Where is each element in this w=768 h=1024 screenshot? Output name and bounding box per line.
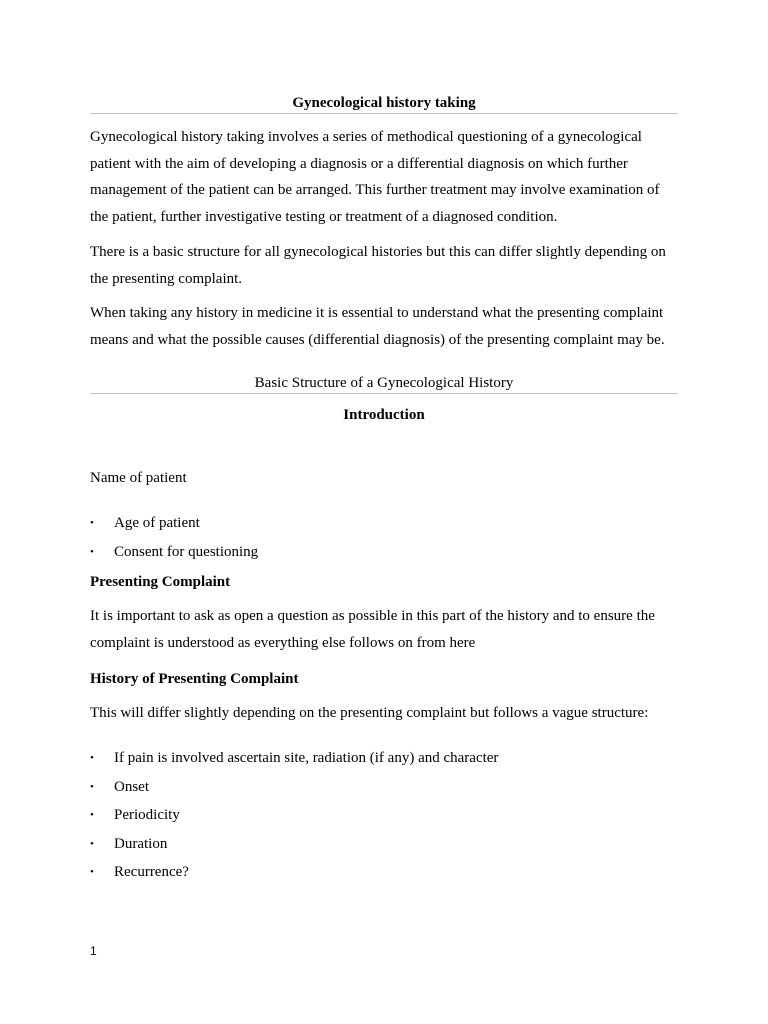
intro-paragraph-2: There is a basic structure for all gynecological histories but this can differ slightly depending on the presenting complaint. (90, 244, 666, 287)
hpc-bullet-list (90, 749, 498, 892)
history-of-presenting-complaint-text: This will differ slightly depending on the presenting complaint but follows a vague structure: (90, 705, 649, 721)
introduction-bullet-list (90, 514, 258, 571)
list-item (90, 543, 258, 572)
name-of-patient-line: Name of patient (90, 470, 187, 486)
list-item-text: Onset (114, 778, 149, 795)
introduction-heading: Introduction (343, 407, 425, 423)
intro-paragraph-1: Gynecological history taking involves a series of methodical questioning of a gynecological patient with the aim of developing a diagnosis or a differential diagnosis on which further management of the patient can be arranged. This further treatment may involve examination of the patient, further investigative testing or treatment of a diagnosed condition. (90, 129, 660, 225)
list-item-text: Periodicity (114, 807, 180, 823)
bullet-icon: • (90, 837, 94, 850)
presenting-complaint-heading: Presenting Complaint (90, 574, 231, 590)
bullet-icon: • (90, 545, 94, 558)
list-item (90, 835, 498, 864)
bullet-icon: • (90, 866, 94, 878)
list-item (90, 749, 498, 778)
document-title: Gynecological history taking (90, 94, 678, 114)
list-item (90, 778, 498, 807)
presenting-complaint-text: It is important to ask as open a question as possible in this part of the history and to ensure the complaint is understood as everything else follows on from here (90, 608, 655, 651)
list-item (90, 863, 498, 892)
bullet-icon: • (90, 752, 94, 764)
bullet-icon: • (90, 517, 94, 529)
list-item-text: Consent for questioning (114, 543, 259, 560)
list-item-text: If pain is involved ascertain site, radiation (if any) and character (114, 750, 499, 766)
list-item-text: Recurrence? (114, 864, 189, 880)
bullet-icon: • (90, 809, 94, 821)
list-item (90, 806, 498, 835)
list-item-text: Age of patient (114, 515, 200, 531)
bullet-icon: • (90, 780, 94, 793)
list-item-text: Duration (114, 835, 168, 852)
structure-heading: Basic Structure of a Gynecological History (90, 374, 678, 394)
list-item (90, 514, 258, 543)
history-of-presenting-complaint-heading: History of Presenting Complaint (90, 671, 299, 687)
page-number: 1 (90, 944, 97, 958)
intro-paragraph-3: When taking any history in medicine it is essential to understand what the presenting complaint means and what the possible causes (differential diagnosis) of the presenting complaint may be. (90, 305, 665, 348)
